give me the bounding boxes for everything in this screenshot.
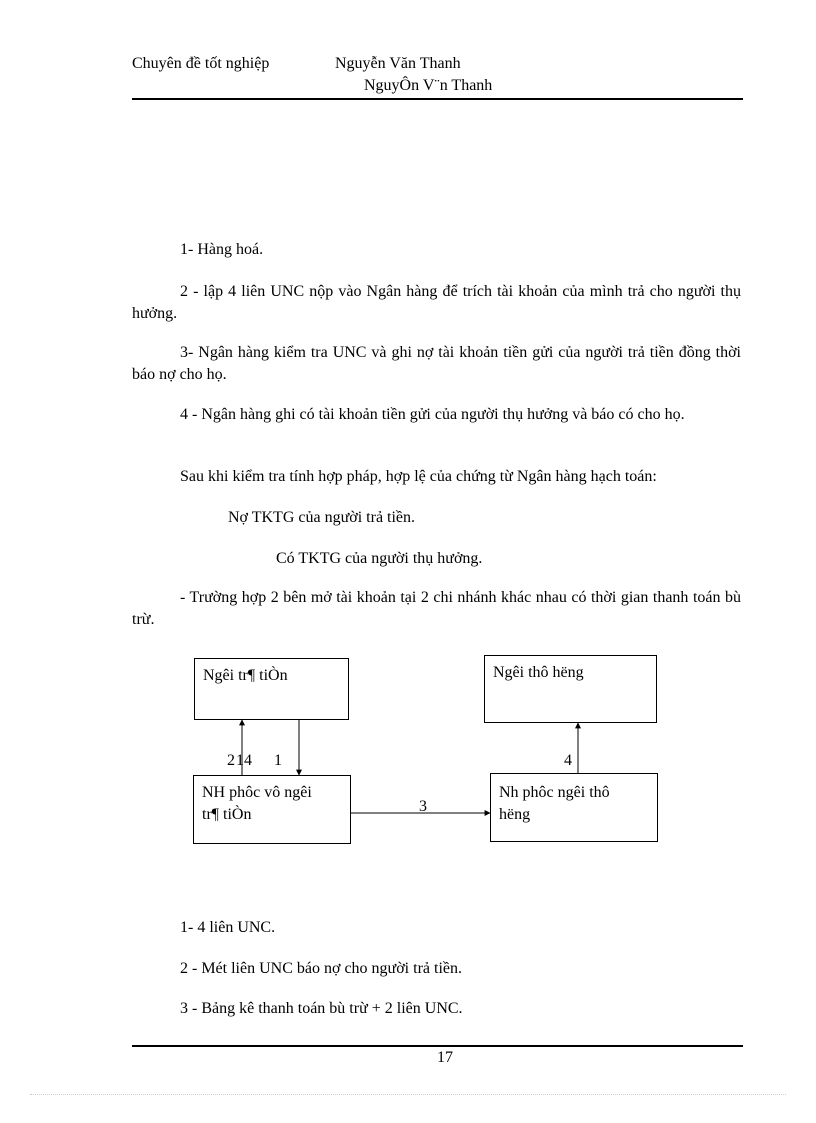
label-3: 3 xyxy=(419,798,427,815)
label-2: 2 xyxy=(227,752,235,769)
box-payer-bank-line1: NH phôc vô ngêi xyxy=(202,784,312,801)
note-2: 2 - Mét liên UNC báo nợ cho người trả tiền. xyxy=(180,960,462,977)
header-author: Nguyễn Văn Thanh xyxy=(335,55,461,72)
header-left: Chuyên đề tốt nghiệp xyxy=(132,55,270,72)
paragraph-3: 3- Ngân hàng kiểm tra UNC và ghi nợ tài khoản tiền gửi của người trả tiền đồng thời báo nợ cho họ. xyxy=(132,344,741,383)
box-payee-label: Ngêi thô hëng xyxy=(493,664,584,681)
paragraph-1: 1- Hàng hoá. xyxy=(180,241,264,258)
page-bottom-dotted-line xyxy=(30,1094,786,1095)
box-payer-bank xyxy=(193,775,351,844)
note-1: 1- 4 liên UNC. xyxy=(180,919,276,936)
box-payer xyxy=(194,658,349,720)
paragraph-4: 4 - Ngân hàng ghi có tài khoản tiền gửi của người thụ hưởng và báo có cho họ. xyxy=(180,406,685,423)
box-payee-bank-line1: Nh phôc ngêi thô xyxy=(499,784,610,801)
paragraph-2: 2 - lập 4 liên UNC nộp vào Ngân hàng để trích tài khoản của mình trả cho người thụ hưởng. xyxy=(132,283,741,322)
entry-credit: Có TKTG của người thụ hưởng. xyxy=(276,550,483,567)
note-3: 3 - Bảng kê thanh toán bù trừ + 2 liên UNC. xyxy=(180,1000,463,1017)
paragraph-5: Sau khi kiểm tra tính hợp pháp, hợp lệ của chứng từ Ngân hàng hạch toán: xyxy=(180,468,657,485)
entry-debit: Nợ TKTG của người trả tiền. xyxy=(228,509,416,526)
label-4: 4 xyxy=(564,752,572,769)
header-author-legacy: NguyÔn V¨n Thanh xyxy=(364,77,493,94)
box-payer-bank-line2: tr¶ tiÒn xyxy=(202,806,252,823)
label-1: 1 xyxy=(274,752,282,769)
box-payee-bank xyxy=(490,773,658,842)
box-payee-bank-line2: hëng xyxy=(499,806,531,823)
box-payer-label: Ngêi tr¶ tiÒn xyxy=(203,667,288,684)
page-number: 17 xyxy=(437,1049,453,1066)
footer-rule xyxy=(132,1045,743,1047)
label-14: 14 xyxy=(236,752,252,769)
paragraph-6: - Trường hợp 2 bên mở tài khoản tại 2 chi nhánh khác nhau có thời gian thanh toán bù trừ. xyxy=(132,589,741,628)
box-payee xyxy=(484,655,657,723)
